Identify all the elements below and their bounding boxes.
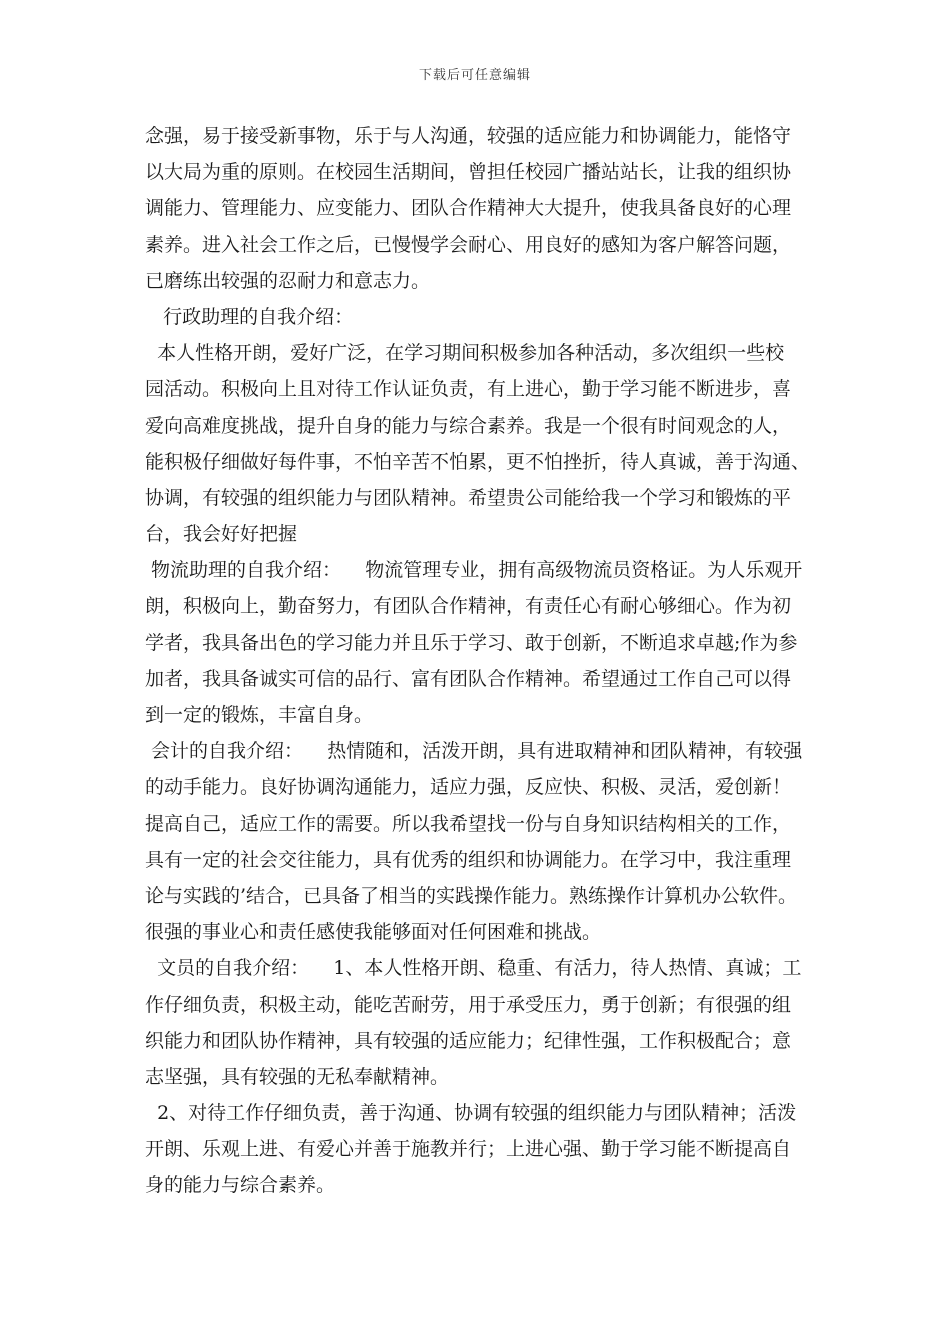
text-line: 加者，我具备诚实可信的品行、富有团队合作精神。希望通过工作自己可以得 <box>145 667 792 690</box>
text-line: 很强的事业心和责任感使我能够面对任何困难和挑战。 <box>145 921 602 944</box>
text-line: 爱向高难度挑战，提升自身的能力与综合素养。我是一个很有时间观念的人， <box>145 414 792 437</box>
text-line: 能积极仔细做好每件事，不怕辛苦不怕累，更不怕挫折，待人真诚，善于沟通、 <box>145 450 811 473</box>
text-line: 园活动。积极向上且对待工作认证负责，有上进心，勤于学习能不断进步，喜 <box>145 378 792 401</box>
text-line: 论与实践的’结合，已具备了相当的实践操作能力。熟练操作计算机办公软件。 <box>145 884 798 907</box>
section-accountant: 会计的自我介绍： 热情随和，活泼开朗，具有进取精神和团队精神，有较强 <box>145 740 803 763</box>
text-line: 的动手能力。良好协调沟通能力，适应力强，反应快、积极、灵活，爱创新！ <box>145 776 792 799</box>
text-line: 作仔细负责，积极主动，能吃苦耐劳，用于承受压力，勇于创新；有很强的组 <box>145 993 792 1016</box>
section-heading-admin-assistant: 行政助理的自我介绍： <box>145 305 354 328</box>
text-line: 念强，易于接受新事物，乐于与人沟通，较强的适应能力和协调能力，能恪守 <box>145 125 792 147</box>
section-logistics-assistant: 物流助理的自我介绍： 物流管理专业，拥有高级物流员资格证。为人乐观开 <box>145 559 803 582</box>
section-clerk: 文员的自我介绍： 1、本人性格开朗、稳重、有活力，待人热情、真诚；工 <box>145 957 802 980</box>
text-line: 具有一定的社会交往能力，具有优秀的组织和协调能力。在学习中，我注重理 <box>145 848 792 871</box>
text-line: 已磨练出较强的忍耐力和意志力。 <box>145 269 431 292</box>
text-line: 志坚强，具有较强的无私奉献精神。 <box>145 1065 450 1088</box>
text-line: 织能力和团队协作精神，具有较强的适应能力；纪律性强，工作积极配合；意 <box>145 1029 792 1052</box>
text-line: 以大局为重的原则。在校园生活期间，曾担任校园广播站站长，让我的组织协 <box>145 161 792 184</box>
text-line: 素养。进入社会工作之后，已慢慢学会耐心、用良好的感知为客户解答问题， <box>145 233 792 256</box>
page-header-note: 下载后可任意编辑 <box>418 68 531 83</box>
text-line: 提高自己，适应工作的需要。所以我希望找一份与自身知识结构相关的工作， <box>145 812 792 835</box>
text-line: 2、对待工作仔细负责，善于沟通、协调有较强的组织能力与团队精神；活泼 <box>145 1102 797 1125</box>
document-body <box>145 118 815 1204</box>
text-line: 身的能力与综合素养。 <box>145 1174 336 1197</box>
text-line: 本人性格开朗，爱好广泛，在学习期间积极参加各种活动，多次组织一些校 <box>145 342 785 365</box>
text-line: 调能力、管理能力、应变能力、团队合作精神大大提升，使我具备良好的心理 <box>145 197 792 220</box>
text-line: 学者，我具备出色的学习能力并且乐于学习、敢于创新，不断追求卓越;作为参 <box>145 631 798 654</box>
text-line: 朗，积极向上，勤奋努力，有团队合作精神，有责任心有耐心够细心。作为初 <box>145 595 792 618</box>
text-line: 到一定的锻炼，丰富自身。 <box>145 704 374 726</box>
text-line: 开朗、乐观上进、有爱心并善于施教并行；上进心强、勤于学习能不断提高自 <box>145 1138 792 1161</box>
text-line: 台，我会好好把握 <box>145 523 298 546</box>
text-line: 协调，有较强的组织能力与团队精神。希望贵公司能给我一个学习和锻炼的平 <box>145 486 792 509</box>
